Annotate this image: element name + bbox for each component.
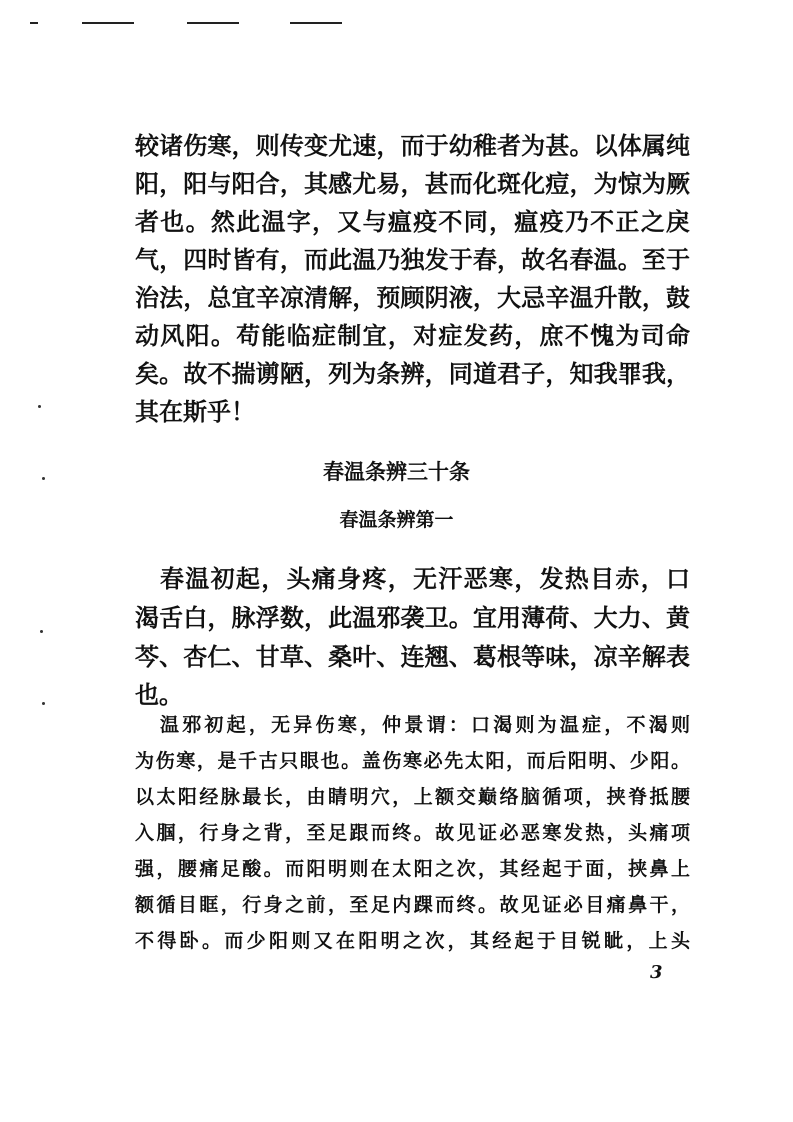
text-line: 治法，总宜辛凉清解，预顾阴液，大忌辛温升散，鼓 bbox=[135, 283, 690, 312]
text-line: 强，腰痛足酸。而阳明则在太阳之次，其经起于面，挟鼻上 bbox=[135, 858, 690, 880]
text-line: 动风阳。苟能临症制宜，对症发药，庶不愧为司命 bbox=[135, 321, 690, 350]
text-line: 较诸伤寒，则传变尤速，而于幼稚者为甚。以体属纯 bbox=[135, 131, 690, 160]
section-heading: 春温条辨三十条 bbox=[323, 459, 470, 484]
text-line: 矣。故不揣谫陋，列为条辨，同道君子，知我罪我， bbox=[135, 359, 690, 388]
text-line: 温邪初起，无异伤寒，仲景谓：口渴则为温症，不渴则 bbox=[160, 714, 690, 736]
text-line: 者也。然此温字，又与瘟疫不同，瘟疫乃不正之戾 bbox=[135, 207, 690, 236]
text-line: 气，四时皆有，而此温乃独发于春，故名春温。至于 bbox=[135, 245, 690, 274]
page-number: 3 bbox=[650, 962, 663, 983]
scan-speck bbox=[42, 702, 45, 705]
header-rule bbox=[30, 22, 38, 24]
text-line: 不得卧。而少阳则又在阳明之次，其经起于目锐眦，上头 bbox=[135, 930, 690, 952]
text-line: 渴舌白，脉浮数，此温邪袭卫。宜用薄荷、大力、黄 bbox=[135, 603, 690, 632]
text-line: 春温初起，头痛身疼，无汗恶寒，发热目赤，口 bbox=[160, 564, 690, 593]
scan-speck bbox=[38, 405, 41, 408]
text-line: 入腘，行身之背，至足跟而终。故见证必恶寒发热，头痛项 bbox=[135, 822, 690, 844]
text-line: 其在斯乎！ bbox=[135, 397, 255, 426]
text-line: 芩、杏仁、甘草、桑叶、连翘、葛根等味，凉辛解表 bbox=[135, 642, 690, 671]
scan-speck bbox=[42, 477, 45, 480]
text-line: 额循目眶，行身之前，至足内踝而终。故见证必目痛鼻干， bbox=[135, 894, 690, 916]
scan-speck bbox=[40, 630, 43, 633]
section-subheading: 春温条辨第一 bbox=[339, 509, 454, 531]
text-line: 为伤寒，是千古只眼也。盖伤寒必先太阳，而后阳明、少阳。 bbox=[135, 750, 690, 772]
header-rule bbox=[290, 22, 342, 24]
header-rule bbox=[187, 22, 239, 24]
text-line: 以太阳经脉最长，由睛明穴，上额交巅络脑循项，挟脊抵腰 bbox=[135, 786, 690, 808]
text-line: 也。 bbox=[135, 680, 183, 709]
header-rule bbox=[82, 22, 134, 24]
text-line: 阳，阳与阳合，其感尤易，甚而化斑化痘，为惊为厥 bbox=[135, 169, 690, 198]
